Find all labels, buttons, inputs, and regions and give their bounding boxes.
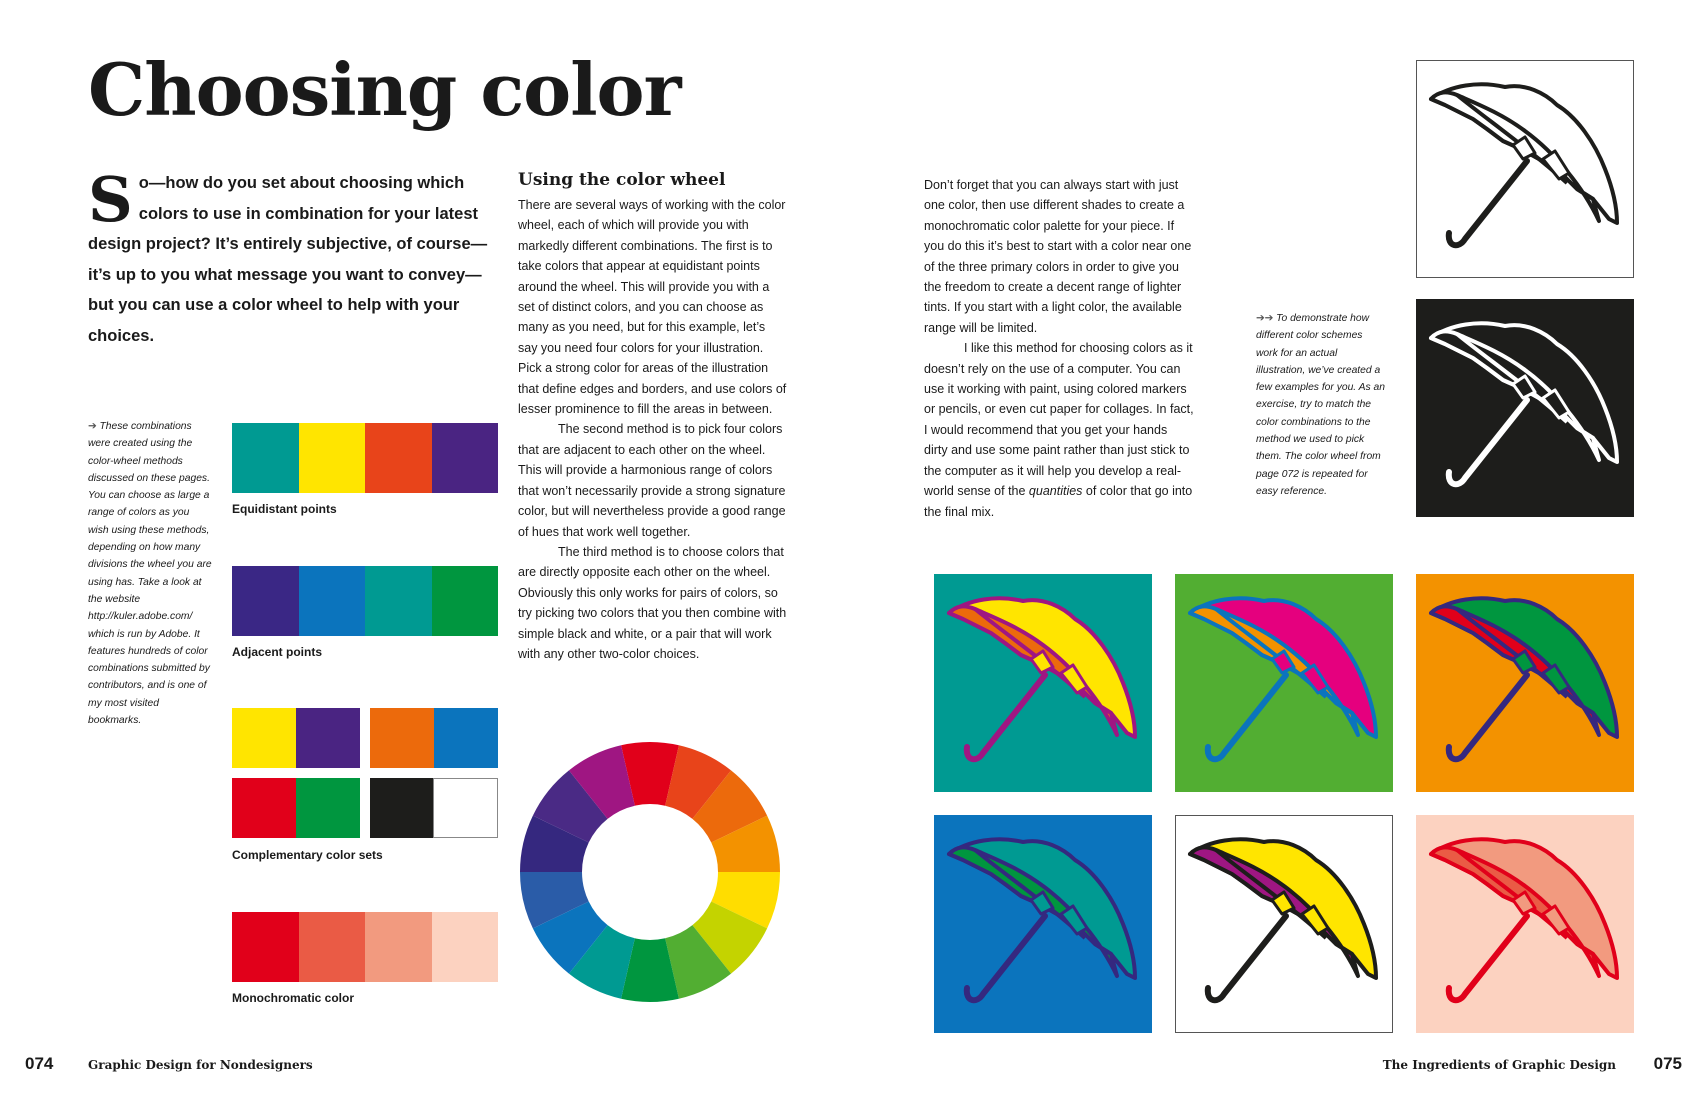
body-paragraph: There are several ways of working with the color wheel, each of which will provide you with markedly different combinations. The first is to take colors that appear at equidistant points around the wheel. This will provide you with a set of distinct colors, and you can choose as many as you need, but for this example, let’s say you need four colors for your illustration. Pick a strong color for areas of the illustration that define edges and borders, and use colors of lesser prominence to fill the areas in between. (518, 198, 787, 417)
page-title: Choosing color (88, 47, 681, 132)
color-swatch (433, 778, 498, 838)
swatch-adjacent (232, 566, 498, 636)
umbrella-icon (1417, 816, 1633, 1032)
umbrella-icon (1417, 575, 1633, 791)
color-swatch (299, 912, 366, 982)
color-swatch (370, 708, 434, 768)
page-number-left: 074 (25, 1054, 54, 1073)
swatch-label-adjacent: Adjacent points (232, 645, 323, 659)
umbrella-illustration (1175, 815, 1393, 1033)
swatch-label-complementary: Complementary color sets (232, 848, 383, 862)
body-paragraph: Don’t forget that you can always start with just one color, then use different shades to create a monochromatic color palette for your piece. If you do this it’s best to start with a color near one of the three primary colors in order to give you the freedom to create a decent range of lighter tints. If you start with a light color, the available range will be limited. (924, 178, 1192, 335)
caption-combinations: ➔ These combinations were created using the color-wheel methods discussed on these pages. You can choose as large a range of colors as you wish using these methods, depending on how many divisions the wheel you are using has. Take a look at the website http://kuler.adobe.com/ which is run by Adobe. It features hundreds of color combinations submitted by contributors, and is one of my most visited bookmarks. (88, 421, 212, 727)
umbrella-illustration (934, 574, 1152, 792)
running-title-left: Graphic Design for Nondesigners (88, 1058, 313, 1072)
color-swatch (434, 708, 498, 768)
umbrella-illustration (1416, 574, 1634, 792)
color-swatch (299, 566, 366, 636)
swatch-complementary-pair (232, 708, 360, 768)
emphasis: quantities (1028, 484, 1083, 499)
umbrella-illustration (1416, 815, 1634, 1033)
body-paragraph: The third method is to choose colors that are directly opposite each other on the wheel. Obviously this only works for pairs of colors, so try picking two colors that you then combine with simple black and white, or a pair that will work with any other two-color choices. (518, 544, 787, 661)
umbrella-icon (1176, 575, 1392, 791)
color-swatch (365, 912, 432, 982)
body-paragraph: The second method is to pick four colors that are adjacent to each other on the wheel. This will provide a harmonious range of colors that won’t necessarily provide a strong signature color, but will nevertheless provide a good range of hues that work well together. (518, 422, 786, 539)
umbrella-icon (1417, 61, 1633, 277)
color-swatch (365, 566, 432, 636)
color-swatch (432, 912, 499, 982)
umbrella-icon (1176, 816, 1392, 1032)
color-swatch (370, 778, 433, 838)
umbrella-icon (935, 816, 1151, 1032)
umbrella-icon (1417, 300, 1633, 516)
body-column-3 (924, 175, 1194, 522)
color-swatch (432, 566, 499, 636)
color-swatch (232, 778, 296, 838)
umbrella-illustration (1175, 574, 1393, 792)
body-paragraph: I like this method for choosing colors as it doesn’t rely on the use of a computer. You can use it working with paint, using colored markers or pencils, or even cut paper for collages. In fact, I would recommend that you get your hands dirty and use some paint rather than just stick to the computer as it will help you develop a real-world sense of the quantities of color that go into the final mix. (924, 341, 1194, 519)
color-swatch (296, 708, 360, 768)
umbrella-illustration (934, 815, 1152, 1033)
arrow-right-down-icon: ➔➔ (1256, 313, 1274, 324)
swatch-monochromatic (232, 912, 498, 982)
intro-text: o—how do you set about choosing which colors to use in combination for your latest design project? It’s entirely subjective, of course—it’s up to you what message you want to convey—but you can use a color wheel to help with your choices. (88, 174, 488, 345)
section-heading: Using the color wheel (518, 170, 726, 190)
color-swatch (365, 423, 432, 493)
umbrella-illustration (1416, 60, 1634, 278)
color-swatch (432, 423, 499, 493)
umbrella-icon (935, 575, 1151, 791)
drop-cap: S (88, 163, 133, 236)
color-swatch (232, 708, 296, 768)
color-swatch (296, 778, 360, 838)
swatch-complementary-pair (370, 708, 498, 768)
swatch-label-equidistant: Equidistant points (232, 502, 337, 516)
running-title-right: The Ingredients of Graphic Design (1382, 1058, 1616, 1072)
color-wheel (518, 740, 782, 1004)
color-swatch (232, 566, 299, 636)
arrow-right-icon: ➔ (88, 421, 97, 432)
swatch-equidistant (232, 423, 498, 493)
swatch-label-monochromatic: Monochromatic color (232, 991, 355, 1005)
page-number-right: 075 (1653, 1054, 1682, 1073)
color-swatch (299, 423, 366, 493)
intro-paragraph (88, 163, 488, 351)
umbrella-illustration (1416, 299, 1634, 517)
body-column-2 (518, 195, 788, 664)
color-swatch (232, 423, 299, 493)
swatch-complementary-pair (370, 778, 498, 838)
swatch-complementary-pair (232, 778, 360, 838)
caption-umbrellas: ➔➔ To demonstrate how different color schemes work for an actual illustration, we’ve created a few examples for you. As an exercise, try to match the color combinations to the method we used to pick them. The color wheel from page 072 is repeated for easy reference. (1256, 313, 1385, 497)
color-swatch (232, 912, 299, 982)
